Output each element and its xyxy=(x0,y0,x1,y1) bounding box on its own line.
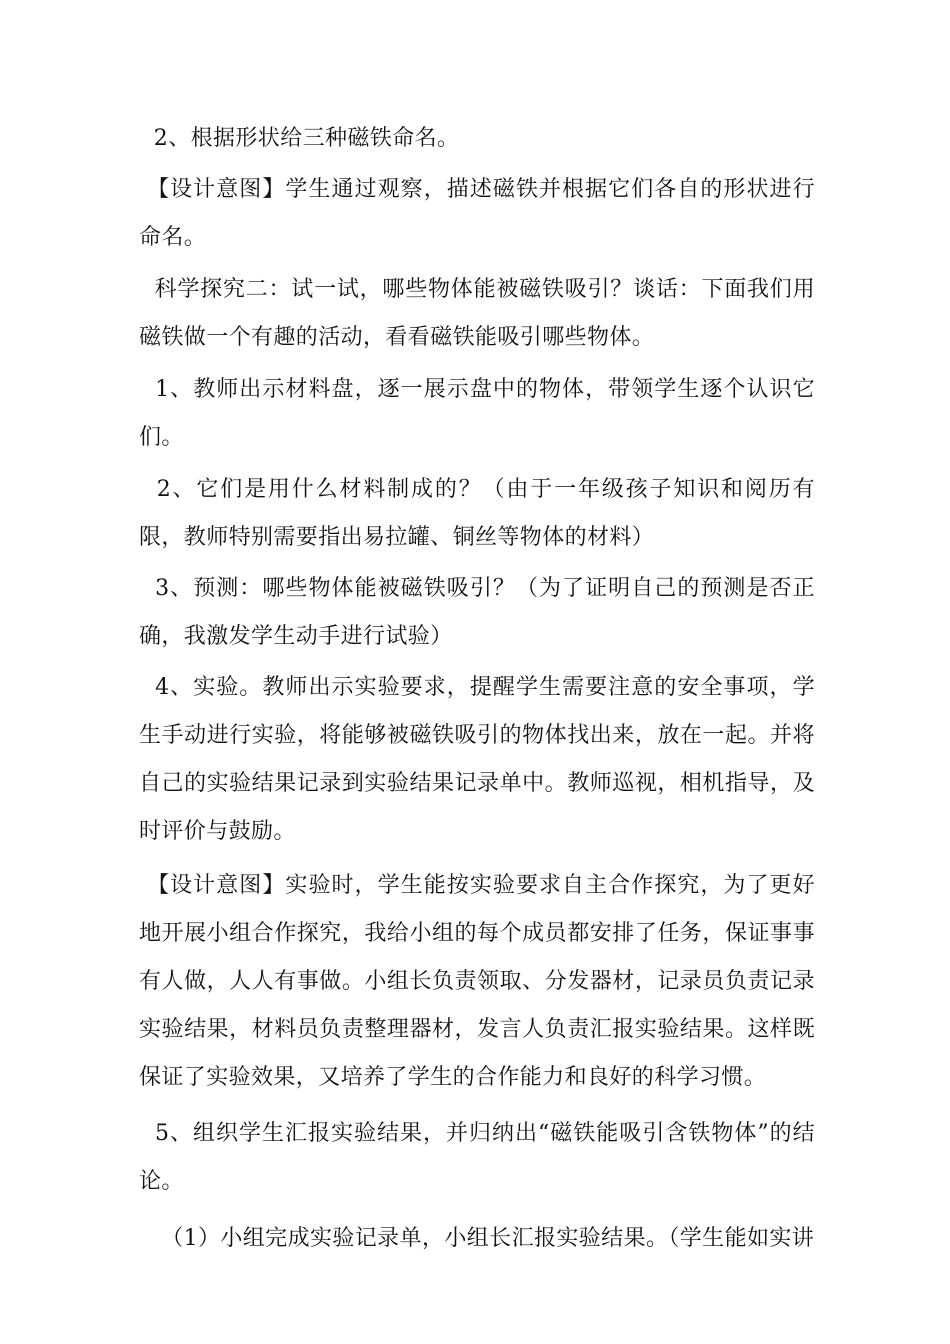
paragraph-substep-1: （1）小组完成实验记录单，小组长汇报实验结果。（学生能如实讲 xyxy=(139,1226,815,1251)
paragraph-step-3-prediction: 3、预测：哪些物体能被磁铁吸引？（为了证明自己的预测是否正确，我激发学生动手进行试验） xyxy=(139,576,815,649)
paragraph-inquiry-2: 科学探究二：试一试，哪些物体能被磁铁吸引？谈话：下面我们用磁铁做一个有趣的活动，看看磁铁能吸引哪些物体。 xyxy=(139,277,815,350)
paragraph-step-2-naming: 2、根据形状给三种磁铁命名。 xyxy=(139,126,460,151)
paragraph-step-5-report: 5、组织学生汇报实验结果，并归纳出“磁铁能吸引含铁物体”的结论。 xyxy=(139,1121,815,1194)
paragraph-step-1-materials: 1、教师出示材料盘，逐一展示盘中的物体，带领学生逐个认识它们。 xyxy=(139,377,815,450)
paragraph-step-2-materials: 2、它们是用什么材料制成的？（由于一年级孩子知识和阅历有限，教师特别需要指出易拉罐、铜丝等物体的材料） xyxy=(139,477,815,550)
paragraph-design-intent-1: 【设计意图】学生通过观察，描述磁铁并根据它们各自的形状进行命名。 xyxy=(139,177,815,250)
paragraph-step-4-experiment: 4、实验。教师出示实验要求，提醒学生需要注意的安全事项，学生手动进行实验，将能够被磁铁吸引的物体找出来，放在一起。并将自己的实验结果记录到实验结果记录单中。教师巡视，相机指导，及时评价与鼓励。 xyxy=(139,675,815,844)
paragraph-design-intent-2: 【设计意图】实验时，学生能按实验要求自主合作探究，为了更好地开展小组合作探究，我给小组的每个成员都安排了任务，保证事事有人做，人人有事做。小组长负责领取、分发器材，记录员负责记录实验结果，材料员负责整理器材，发言人负责汇报实验结果。这样既保证了实验效果，又培养了学生的合作能力和良好的科学习惯。 xyxy=(139,873,815,1090)
